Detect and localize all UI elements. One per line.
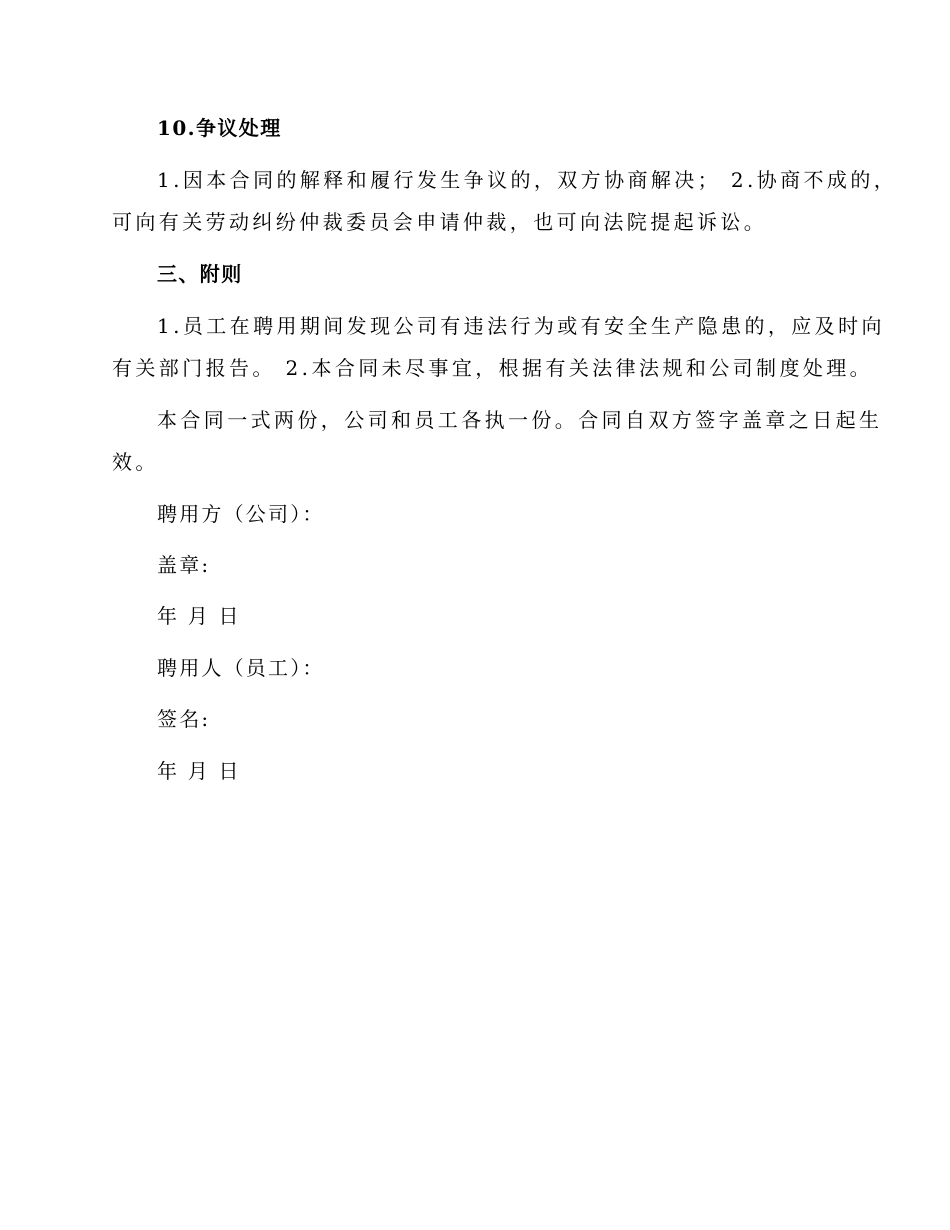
- employee-label: 聘用人（员工）：: [157, 656, 325, 680]
- seal-label: 盖章:: [157, 553, 211, 577]
- employer-date: 年 月 日: [157, 604, 241, 628]
- section-10-heading: 10.争议处理: [157, 116, 282, 140]
- employer-label: 聘用方（公司）：: [157, 502, 325, 526]
- copies-paragraph-line-2: 效。: [112, 450, 159, 474]
- signature-label: 签名:: [157, 707, 211, 731]
- copies-paragraph-line-1: 本合同一式两份，公司和员工各执一份。合同自双方签字盖章之日起生: [157, 408, 883, 432]
- section-10-paragraph-line-1: 1.因本合同的解释和履行发生争议的，双方协商解决； 2.协商不成的，: [157, 168, 898, 192]
- section-3-heading: 三、附则: [157, 262, 243, 286]
- section-10-paragraph-line-2: 可向有关劳动纠纷仲裁委员会申请仲裁，也可向法院提起诉讼。: [112, 210, 768, 234]
- employee-date: 年 月 日: [157, 759, 241, 783]
- section-3-paragraph-line-2: 有关部门报告。 2.本合同未尽事宜，根据有关法律法规和公司制度处理。: [112, 356, 874, 380]
- section-3-paragraph-line-1: 1.员工在聘用期间发现公司有违法行为或有安全生产隐患的，应及时向: [157, 314, 885, 338]
